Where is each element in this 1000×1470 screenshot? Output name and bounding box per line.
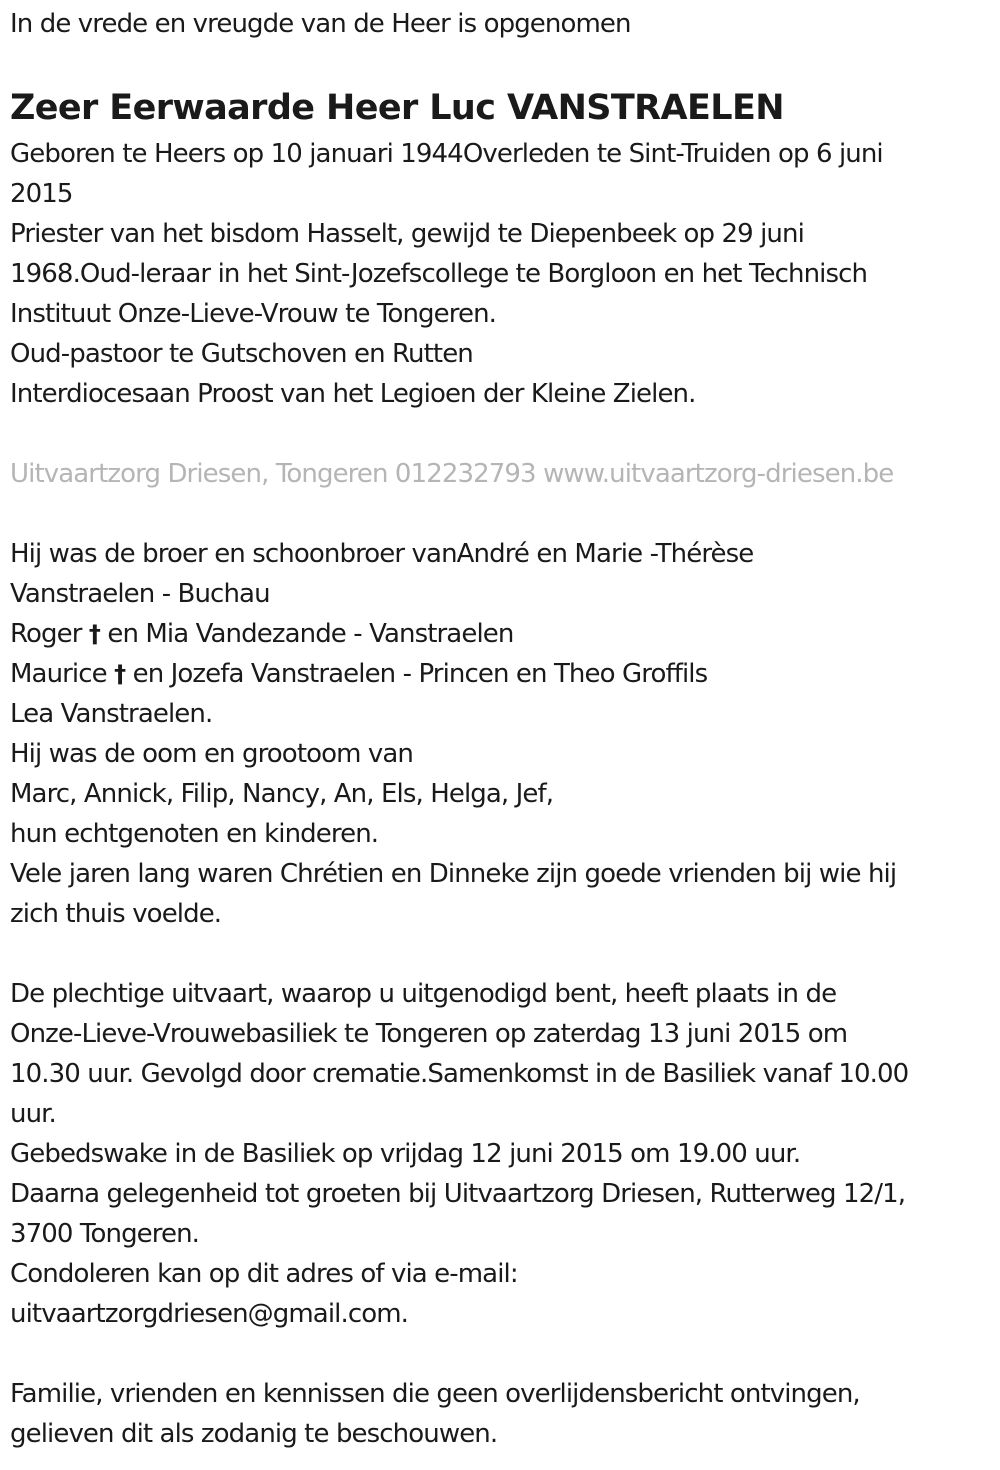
spacer [10, 494, 990, 534]
family-line: Hij was de broer en schoonbroer vanAndré en Marie -Thérèse [10, 539, 754, 569]
deceased-name: Zeer Eerwaarde Heer Luc VANSTRAELEN [10, 88, 785, 128]
family-line: Marc, Annick, Filip, Nancy, An, Els, Helga, Jef, [10, 779, 554, 809]
bio-line: Interdiocesaan Proost van het Legioen der Kleine Zielen. [10, 379, 696, 409]
family-line: Vele jaren lang waren Chrétien en Dinneke zijn goede vrienden bij wie hij [10, 859, 897, 889]
family-member-rest: en Mia Vandezande - Vanstraelen [107, 619, 514, 649]
family-member-name: Roger [10, 619, 82, 649]
family-line: zich thuis voelde. [10, 899, 222, 929]
bio-line: Instituut Onze-Lieve-Vrouw te Tongeren. [10, 299, 497, 329]
cross-icon: † [88, 620, 100, 648]
spacer [10, 414, 990, 454]
ceremony-line: Gebedswake in de Basiliek op vrijdag 12 juni 2015 om 19.00 uur. [10, 1139, 801, 1169]
closing-line: gelieven dit als zodanig te beschouwen. [10, 1419, 498, 1449]
ceremony-section [10, 974, 990, 1334]
spacer [10, 934, 990, 974]
funeral-home-info: Uitvaartzorg Driesen, Tongeren 012232793 www.uitvaartzorg-driesen.be [10, 459, 894, 489]
biography [10, 134, 990, 414]
bio-line: 1968.Oud-leraar in het Sint-Jozefscollege te Borgloon en het Technisch [10, 259, 868, 289]
family-member-rest: en Jozefa Vanstraelen - Princen en Theo Groffils [132, 659, 708, 689]
closing-section [10, 1374, 990, 1454]
ceremony-line: uur. [10, 1099, 56, 1129]
ceremony-line: De plechtige uitvaart, waarop u uitgenodigd bent, heeft plaats in de [10, 979, 837, 1009]
death-notice [10, 4, 990, 1454]
closing-line: Familie, vrienden en kennissen die geen overlijdensbericht ontvingen, [10, 1379, 860, 1409]
family-section [10, 534, 990, 934]
ceremony-line: Onze-Lieve-Vrouwebasiliek te Tongeren op zaterdag 13 juni 2015 om [10, 1019, 848, 1049]
cross-icon: † [114, 660, 126, 688]
family-line: Hij was de oom en grootoom van [10, 739, 414, 769]
ceremony-line: Daarna gelegenheid tot groeten bij Uitvaartzorg Driesen, Rutterweg 12/1, [10, 1179, 906, 1209]
ceremony-line: 3700 Tongeren. [10, 1219, 200, 1249]
family-line-roger [10, 614, 990, 654]
bio-line: Oud-pastoor te Gutschoven en Rutten [10, 339, 473, 369]
family-line: hun echtgenoten en kinderen. [10, 819, 379, 849]
bio-line: Priester van het bisdom Hasselt, gewijd te Diepenbeek op 29 juni [10, 219, 804, 249]
family-member-name: Maurice [10, 659, 107, 689]
family-line-maurice [10, 654, 990, 694]
intro-text: In de vrede en vreugde van de Heer is opgenomen [10, 9, 631, 39]
ceremony-line: 10.30 uur. Gevolgd door crematie.Samenkomst in de Basiliek vanaf 10.00 [10, 1059, 909, 1089]
family-line: Vanstraelen - Buchau [10, 579, 270, 609]
condolence-email: uitvaartzorgdriesen@gmail.com. [10, 1299, 409, 1329]
family-line: Lea Vanstraelen. [10, 699, 213, 729]
ceremony-line: Condoleren kan op dit adres of via e-mail: [10, 1259, 518, 1289]
spacer [10, 1334, 990, 1374]
bio-line: 2015 [10, 179, 73, 209]
bio-line: Geboren te Heers op 10 januari 1944Overleden te Sint-Truiden op 6 juni [10, 139, 883, 169]
